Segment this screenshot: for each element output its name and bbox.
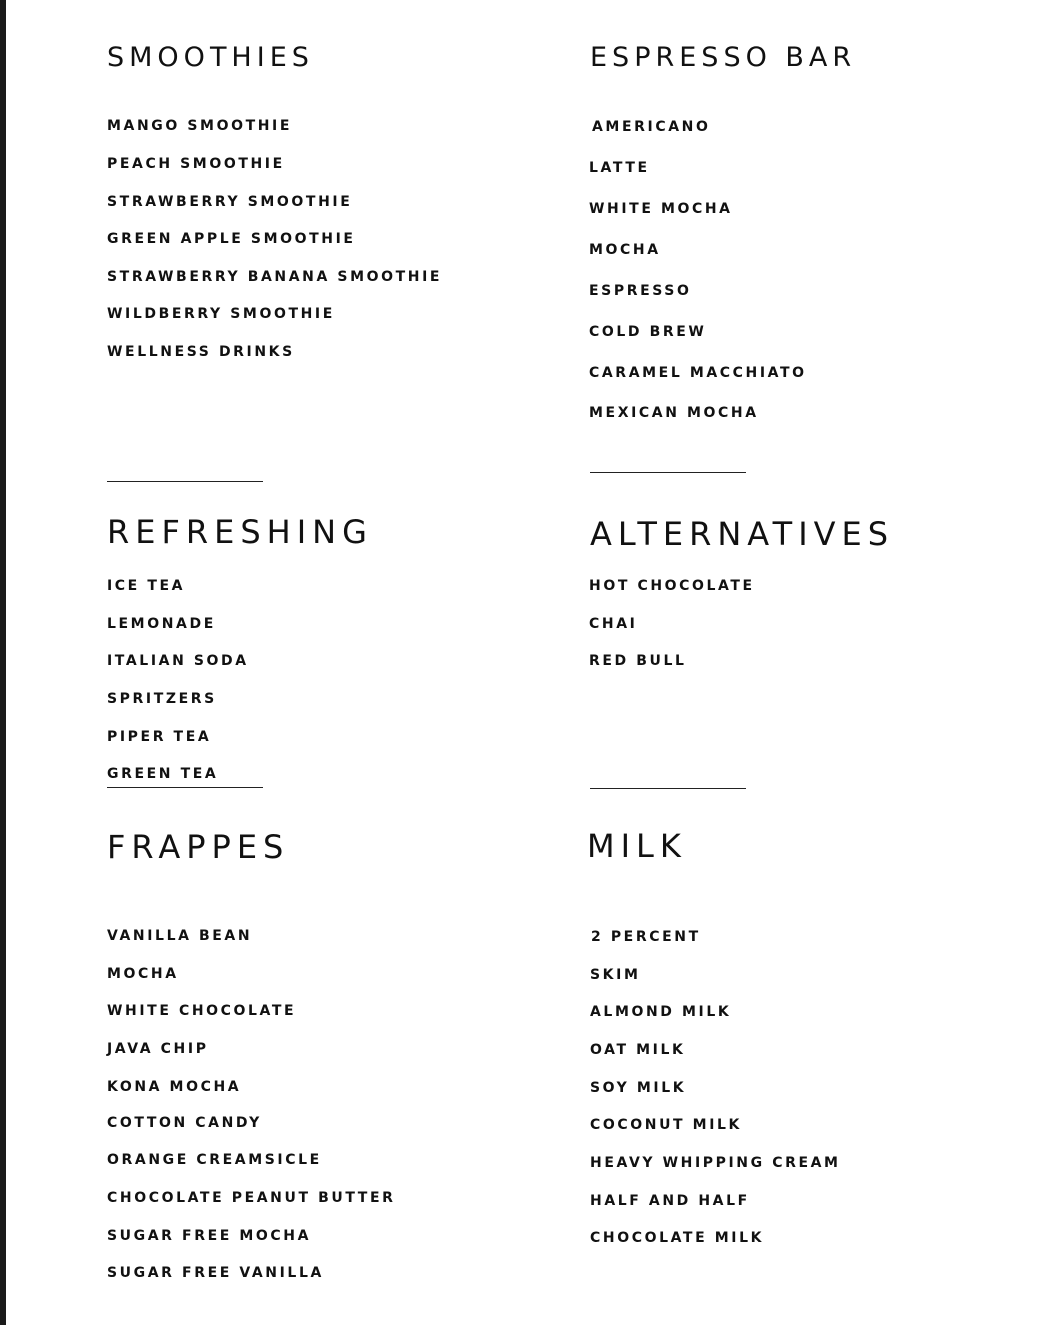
section-divider (107, 481, 263, 482)
menu-item: SUGAR FREE MOCHA (107, 1228, 312, 1244)
menu-item: STRAWBERRY SMOOTHIE (107, 194, 353, 210)
menu-item: CHAI (589, 616, 638, 632)
menu-item: PEACH SMOOTHIE (107, 156, 285, 172)
menu-item: CHOCOLATE MILK (590, 1230, 765, 1246)
menu-item: LATTE (589, 160, 650, 176)
menu-item: LEMONADE (107, 616, 216, 632)
page-edge-bar (0, 0, 6, 1325)
menu-item: PIPER TEA (107, 729, 212, 745)
section-title-smoothies: SMOOTHIES (107, 42, 314, 73)
menu-item: KONA MOCHA (107, 1079, 242, 1095)
menu-item: SPRITZERS (107, 691, 217, 707)
menu-item: OAT MILK (590, 1042, 686, 1058)
menu-item: HEAVY WHIPPING CREAM (590, 1155, 841, 1171)
menu-item: SKIM (590, 967, 641, 983)
menu-item: CARAMEL MACCHIATO (589, 365, 807, 381)
menu-item: GREEN APPLE SMOOTHIE (107, 231, 356, 247)
menu-item: ORANGE CREAMSICLE (107, 1152, 322, 1168)
menu-item: ALMOND MILK (590, 1004, 732, 1020)
menu-item: AMERICANO (592, 119, 711, 135)
menu-item: RED BULL (589, 653, 687, 669)
section-title-espresso-bar: ESPRESSO BAR (590, 42, 857, 73)
section-title-refreshing: REFRESHING (107, 513, 373, 551)
menu-item: MANGO SMOOTHIE (107, 118, 293, 134)
menu-item: WHITE CHOCOLATE (107, 1003, 297, 1019)
menu-item: MOCHA (589, 242, 661, 258)
section-divider (590, 788, 746, 789)
menu-item: CHOCOLATE PEANUT BUTTER (107, 1190, 396, 1206)
menu-item: MOCHA (107, 966, 179, 982)
section-divider (107, 787, 263, 788)
menu-item: ITALIAN SODA (107, 653, 249, 669)
menu-item: HALF AND HALF (590, 1193, 750, 1209)
section-divider (590, 472, 746, 473)
menu-item: VANILLA BEAN (107, 928, 253, 944)
section-title-milk: MILK (587, 827, 687, 865)
menu-item: WHITE MOCHA (589, 201, 733, 217)
menu-item: COTTON CANDY (107, 1115, 262, 1131)
menu-item: ESPRESSO (589, 283, 692, 299)
menu-item: 2 PERCENT (591, 929, 701, 945)
menu-item: MEXICAN MOCHA (589, 405, 759, 421)
menu-item: ICE TEA (107, 578, 186, 594)
menu-item: GREEN TEA (107, 766, 219, 782)
section-title-alternatives: ALTERNATIVES (590, 515, 895, 553)
menu-item: HOT CHOCOLATE (589, 578, 755, 594)
menu-item: WILDBERRY SMOOTHIE (107, 306, 335, 322)
menu-item: SOY MILK (590, 1080, 687, 1096)
menu-item: JAVA CHIP (107, 1041, 209, 1057)
menu-item: WELLNESS DRINKS (107, 344, 295, 360)
section-title-frappes: FRAPPES (107, 828, 290, 866)
menu-item: SUGAR FREE VANILLA (107, 1265, 324, 1281)
menu-item: COCONUT MILK (590, 1117, 742, 1133)
menu-item: STRAWBERRY BANANA SMOOTHIE (107, 269, 443, 285)
menu-item: COLD BREW (589, 324, 707, 340)
